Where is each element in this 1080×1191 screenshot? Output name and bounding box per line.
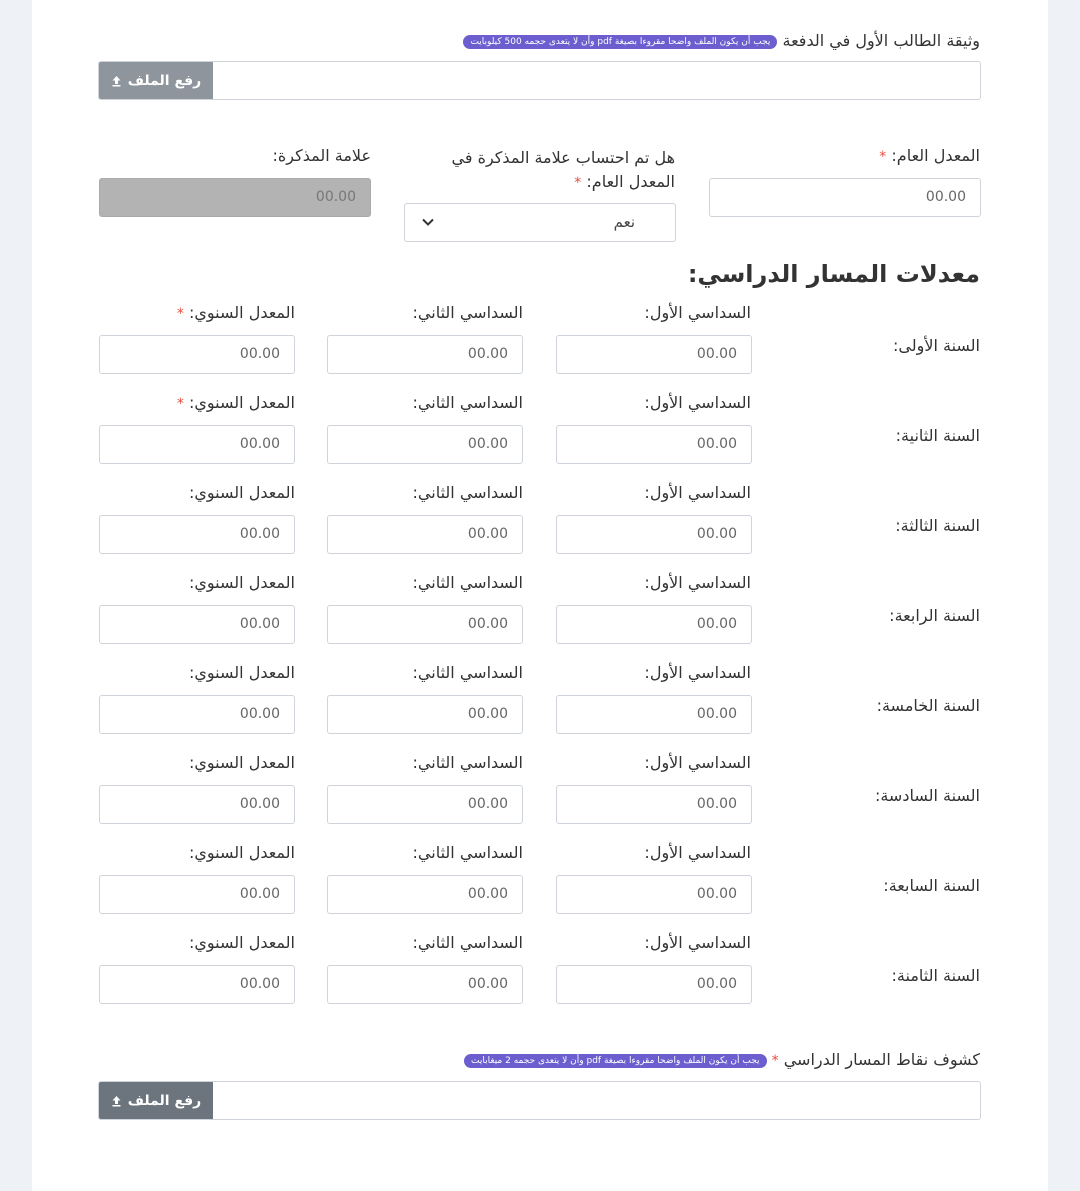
year-label: السنة السابعة: [883,876,980,895]
semester2-label-text: السداسي الثاني: [412,843,523,862]
upload-button-label: رفع الملف [127,72,202,89]
annual-input[interactable]: 00.00 [99,335,295,374]
annual-label-text: المعدل السنوي: [189,663,295,682]
annual-label-text: المعدل السنوي: [189,393,295,412]
semester2-label [413,483,523,502]
year-label: السنة الأولى: [893,336,980,355]
semester2-input[interactable]: 00.00 [327,875,523,914]
semester2-label-text: السداسي الثاني: [412,483,523,502]
first-student-doc-label [463,31,980,50]
annual-label-text: المعدل السنوي: [189,843,295,862]
annual-input[interactable]: 00.00 [99,785,295,824]
semester1-input[interactable]: 00.00 [556,515,752,554]
memo-counted-selected-value: نعم [613,213,635,231]
study-path-title: معدلات المسار الدراسي: [687,260,980,288]
annual-label [189,573,295,592]
semester2-label-text: السداسي الثاني: [412,753,523,772]
annual-input[interactable]: 00.00 [99,695,295,734]
semester1-label-text: السداسي الأول: [644,483,751,502]
semester1-label-text: السداسي الأول: [644,393,751,412]
semester2-input[interactable]: 00.00 [327,695,523,734]
semester2-input[interactable]: 00.00 [327,605,523,644]
semester2-label [413,303,523,322]
memo-grade-input: 00.00 [99,178,371,217]
annual-label-text: المعدل السنوي: [189,303,295,322]
semester2-input[interactable]: 00.00 [327,965,523,1004]
year-label: السنة الثانية: [895,426,980,445]
semester1-label [644,843,751,862]
semester2-input[interactable]: 00.00 [327,785,523,824]
semester2-label [413,753,523,772]
annual-label-text: المعدل السنوي: [189,933,295,952]
semester1-label [644,663,751,682]
first-student-doc-hint: يجب أن يكون الملف واضحا مقروءا بصيغة pdf وأن لا يتعدى حجمه 500 كيلوبايت [463,35,777,49]
required-marker: * [176,396,184,412]
semester1-label-text: السداسي الأول: [644,933,751,952]
transcript-upload-label-text: كشوف نقاط المسار الدراسي [783,1050,980,1069]
annual-label-text: المعدل السنوي: [189,573,295,592]
semester1-label-text: السداسي الأول: [644,573,751,592]
year-label: السنة الثامنة: [891,966,980,985]
semester2-label-text: السداسي الثاني: [412,393,523,412]
first-student-doc-file-input[interactable] [98,61,981,100]
semester1-input[interactable]: 00.00 [556,875,752,914]
annual-input[interactable]: 00.00 [99,875,295,914]
semester2-label-text: السداسي الثاني: [412,663,523,682]
annual-label [189,753,295,772]
transcript-upload-button[interactable] [99,1082,213,1119]
semester1-input[interactable]: 00.00 [556,695,752,734]
annual-input[interactable]: 00.00 [99,515,295,554]
general-average-label [879,146,980,165]
general-average-input[interactable]: 00.00 [709,178,981,217]
semester1-label [644,393,751,412]
semester2-label [413,573,523,592]
annual-label [189,933,295,952]
semester2-label-text: السداسي الثاني: [412,573,523,592]
semester2-input[interactable]: 00.00 [327,425,523,464]
chevron-down-icon [421,215,435,229]
semester1-label [644,933,751,952]
memo-question-line1: هل تم احتساب علامة المذكرة في [451,148,675,167]
memo-grade-label: علامة المذكرة: [272,146,371,165]
annual-label-text: المعدل السنوي: [189,483,295,502]
annual-label [189,843,295,862]
memo-counted-question [452,146,675,195]
upload-icon [111,1095,122,1107]
semester1-input[interactable]: 00.00 [556,605,752,644]
semester1-label-text: السداسي الأول: [644,843,751,862]
semester2-label [413,393,523,412]
year-label: السنة الرابعة: [889,606,980,625]
semester2-input[interactable]: 00.00 [327,335,523,374]
semester2-label [413,843,523,862]
annual-input[interactable]: 00.00 [99,605,295,644]
semester1-input[interactable]: 00.00 [556,425,752,464]
memo-question-line2: المعدل العام: [586,172,675,191]
semester1-label [644,303,751,322]
year-label: السنة السادسة: [874,786,980,805]
semester2-label-text: السداسي الثاني: [412,303,523,322]
semester1-input[interactable]: 00.00 [556,785,752,824]
semester2-label [413,933,523,952]
general-average-label-text: المعدل العام: [891,146,980,165]
annual-input[interactable]: 00.00 [99,965,295,1004]
semester1-label [644,753,751,772]
semester1-label [644,573,751,592]
transcript-upload-hint: يجب أن يكون الملف واضحا مقروءا بصيغة pdf وأن لا يتعدى حجمه 2 ميغابايت [464,1054,766,1068]
semester2-input[interactable]: 00.00 [327,515,523,554]
upload-button-label: رفع الملف [127,1092,202,1109]
required-marker: * [176,306,184,322]
first-student-doc-upload-button[interactable] [99,62,213,99]
semester1-label [644,483,751,502]
annual-label [177,393,295,412]
annual-label-text: المعدل السنوي: [189,753,295,772]
semester1-label-text: السداسي الأول: [644,303,751,322]
required-marker: * [771,1053,779,1069]
semester2-label-text: السداسي الثاني: [412,933,523,952]
semester1-label-text: السداسي الأول: [644,753,751,772]
required-marker: * [879,149,887,165]
annual-input[interactable]: 00.00 [99,425,295,464]
year-label: السنة الثالثة: [895,516,980,535]
year-label: السنة الخامسة: [876,696,980,715]
required-marker: * [574,175,582,191]
first-student-doc-label-text: وثيقة الطالب الأول في الدفعة [782,31,980,50]
semester1-input[interactable]: 00.00 [556,335,752,374]
annual-label [177,303,295,322]
transcript-file-input[interactable] [98,1081,981,1120]
semester1-label-text: السداسي الأول: [644,663,751,682]
semester1-input[interactable]: 00.00 [556,965,752,1004]
annual-label [189,663,295,682]
semester2-label [413,663,523,682]
transcript-upload-label [464,1050,980,1069]
memo-counted-select[interactable] [404,203,676,242]
annual-label [189,483,295,502]
upload-icon [111,75,122,87]
